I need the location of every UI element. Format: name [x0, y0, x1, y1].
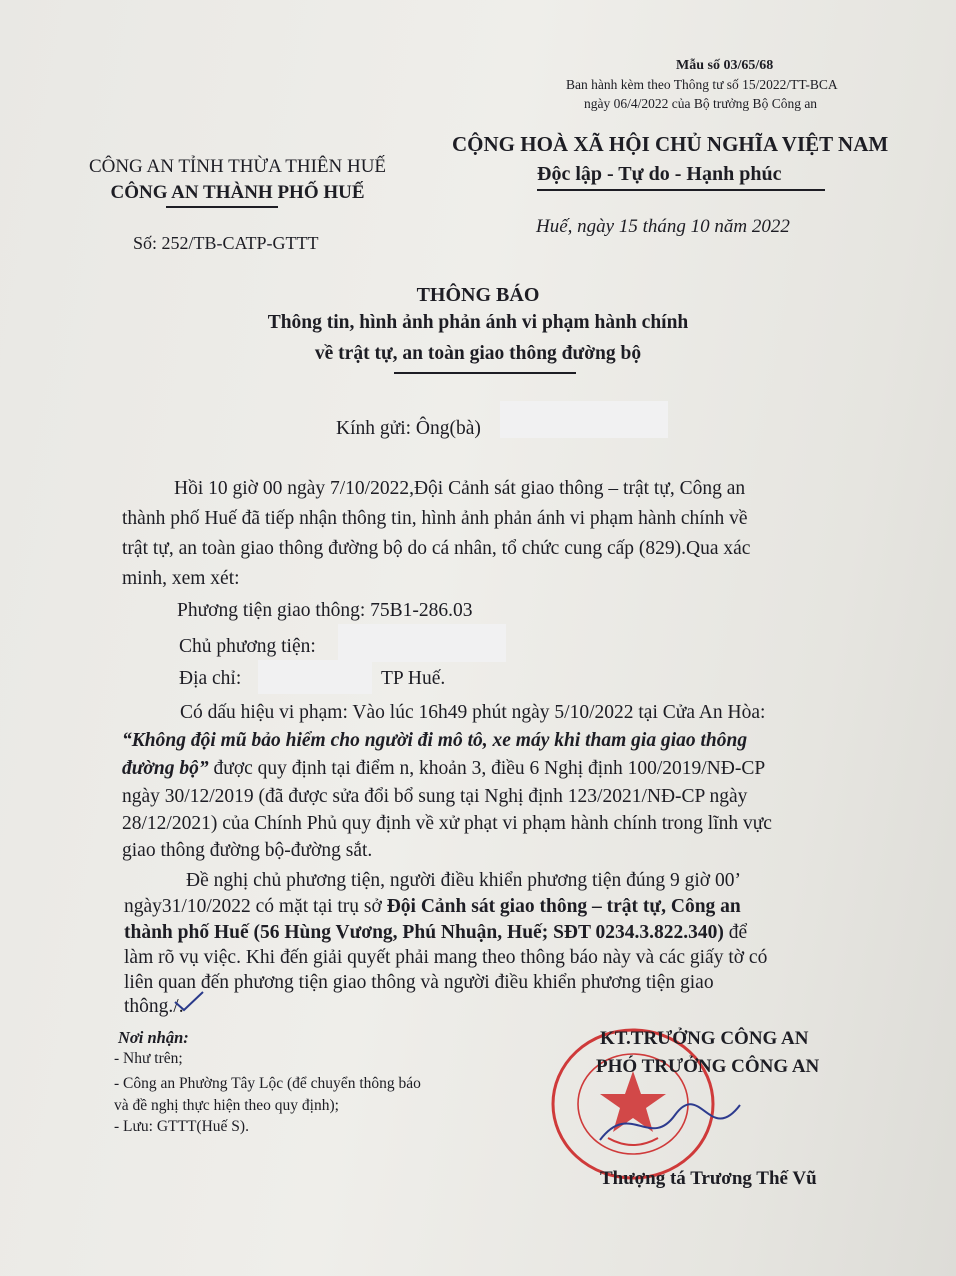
motto-underline: [537, 189, 825, 191]
redacted-address: [258, 660, 372, 694]
violation-line1: Có dấu hiệu vi phạm: Vào lúc 16h49 phút ngày 5/10/2022 tại Cửa An Hòa:: [180, 702, 766, 723]
recipients-item-2-cont: và đề nghị thực hiện theo quy định);: [114, 1097, 339, 1114]
signature-title-line2: PHÓ TRƯỞNG CÔNG AN: [596, 1056, 820, 1077]
signer-name: Thượng tá Trương Thế Vũ: [600, 1168, 817, 1189]
signature-title-line1: KT.TRƯỞNG CÔNG AN: [600, 1028, 809, 1049]
redacted-recipient: [500, 401, 668, 438]
recipients-heading: Nơi nhận:: [118, 1028, 189, 1047]
vehicle-address-label: Địa chỉ:: [179, 668, 242, 689]
recipient-label: Kính gửi: Ông(bà): [336, 418, 481, 439]
document-date: Huế, ngày 15 tháng 10 năm 2022: [536, 216, 790, 237]
document-title: THÔNG BÁO: [416, 284, 540, 306]
violation-quote-line1: “Không đội mũ bảo hiểm cho người đi mô tô, xe máy khi tham gia giao thông: [122, 730, 748, 751]
para1-line1: Hồi 10 giờ 00 ngày 7/10/2022,Đội Cảnh sát giao thông – trật tự, Công an: [174, 478, 746, 499]
para1-line2: thành phố Huế đã tiếp nhận thông tin, hình ảnh phản ánh vi phạm hành chính về: [122, 508, 748, 529]
request-line1: Đề nghị chủ phương tiện, người điều khiển phương tiện đúng 9 giờ 00’: [186, 870, 741, 891]
checkmark-scribble: [172, 990, 206, 1014]
para1-line3: trật tự, an toàn giao thông đường bộ do cá nhân, tổ chức cung cấp (829).Qua xác: [122, 538, 751, 559]
request-line3: thành phố Huế (56 Hùng Vương, Phú Nhuận, Huế; SĐT 0234.3.822.340) để: [124, 922, 748, 943]
document-number: Số: 252/TB-CATP-GTTT: [133, 233, 319, 253]
vehicle-owner-label: Chủ phương tiện:: [179, 636, 316, 657]
recipients-item-2: - Công an Phường Tây Lộc (để chuyển thông báo: [114, 1075, 421, 1092]
recipients-item-3: - Lưu: GTTT(Huế S).: [114, 1118, 249, 1135]
request-line4: làm rõ vụ việc. Khi đến giải quyết phải mang theo thông báo này và các giấy tờ có: [124, 947, 768, 968]
redacted-owner: [338, 624, 506, 662]
agency-name: CÔNG AN THÀNH PHỐ HUẾ: [110, 182, 365, 203]
country-motto: Độc lập - Tự do - Hạnh phúc: [537, 163, 782, 185]
title-underline: [394, 372, 576, 374]
title-line-2: về trật tự, an toàn giao thông đường bộ: [314, 343, 642, 364]
violation-line4: ngày 30/12/2019 (đã được sửa đổi bổ sung tại Nghị định 123/2021/NĐ-CP ngày: [122, 786, 748, 807]
para1-line4: minh, xem xét:: [122, 568, 240, 589]
request-line6: thông./.: [124, 996, 184, 1017]
violation-line6: giao thông đường bộ-đường sắt.: [122, 840, 373, 861]
request-line5: liên quan đến phương tiện giao thông và người điều khiển phương tiện giao: [124, 972, 714, 993]
form-issued-line1: Ban hành kèm theo Thông tư số 15/2022/TT-BCA: [566, 77, 838, 92]
form-number: Mẫu số 03/65/68: [676, 58, 774, 73]
agency-parent: CÔNG AN TỈNH THỪA THIÊN HUẾ: [88, 156, 387, 177]
violation-line5: 28/12/2021) của Chính Phủ quy định về xử phạt vi phạm hành chính trong lĩnh vực: [122, 813, 772, 834]
vehicle-plate: Phương tiện giao thông: 75B1-286.03: [177, 600, 473, 621]
title-line-1: Thông tin, hình ảnh phản ánh vi phạm hành chính: [267, 312, 689, 333]
form-issued-line2: ngày 06/4/2022 của Bộ trưởng Bộ Công an: [584, 96, 818, 111]
agency-underline: [166, 206, 278, 208]
request-line2: ngày31/10/2022 có mặt tại trụ sở Đội Cảnh sát giao thông – trật tự, Công an: [124, 896, 741, 917]
country-name: CỘNG HOÀ XÃ HỘI CHỦ NGHĨA VIỆT NAM: [452, 132, 889, 156]
violation-line3: đường bộ” được quy định tại điểm n, khoản 3, điều 6 Nghị định 100/2019/NĐ-CP: [122, 758, 766, 779]
recipients-item-1: - Như trên;: [114, 1050, 183, 1067]
handwritten-signature: [590, 1090, 750, 1160]
vehicle-address-city: TP Huế.: [381, 668, 446, 689]
